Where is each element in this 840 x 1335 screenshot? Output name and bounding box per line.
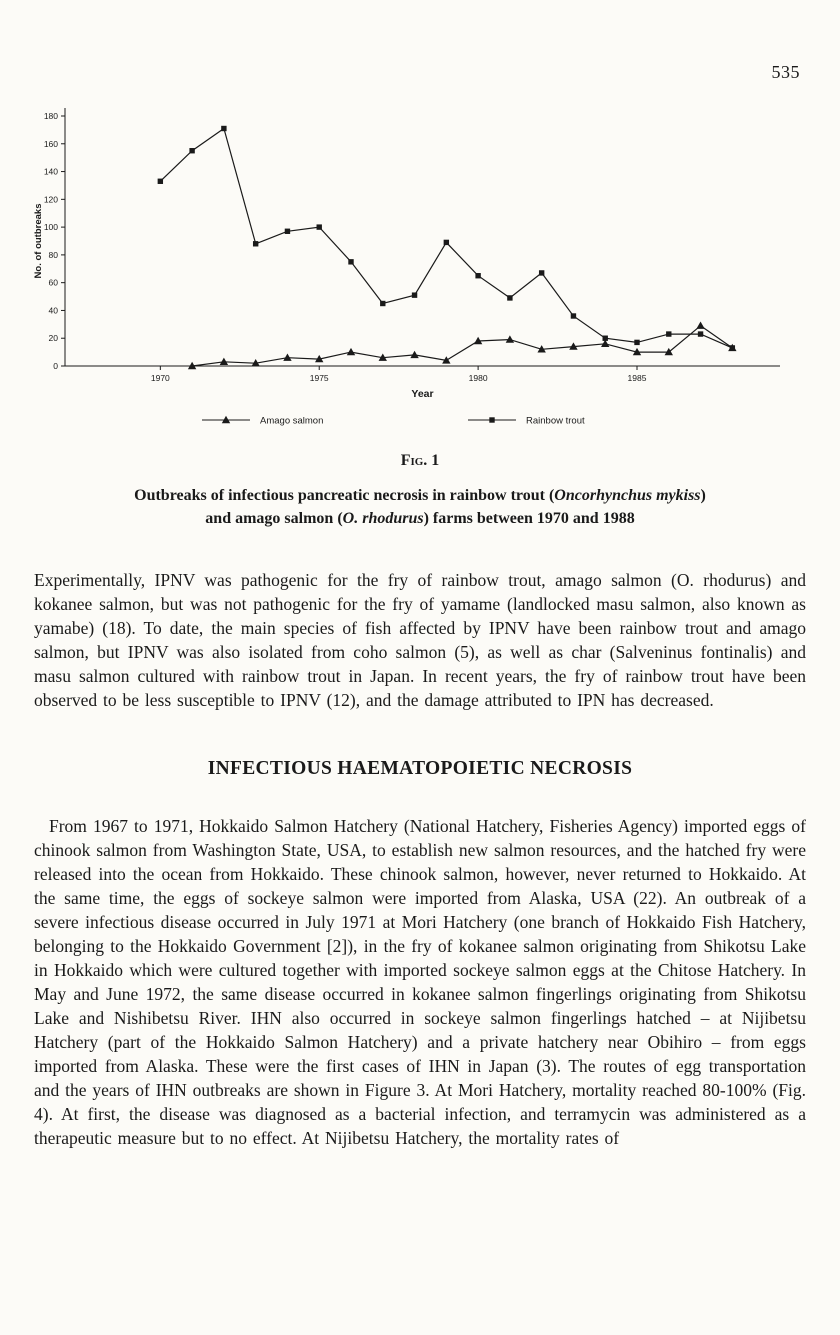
figure-label: Fig. 1 [400,452,440,469]
y-tick-label: 20 [48,333,58,344]
y-tick-label: 60 [48,277,58,288]
x-tick-label: 1980 [468,373,488,383]
series-amago-salmon [188,322,737,370]
y-tick-label: 100 [43,222,58,233]
y-tick-label: 160 [43,138,58,149]
text-segment: From 1967 to 1971, Hokkaido Salmon Hatchery (National Hatchery, Fisheries Agency) imported eggs of chinook salmon from Washington State, USA, to establish new salmon resources, and the hatched fry were released into the ocean from Hokkaido. These chinook salmon, however, never returned to Hokkaido. At the same time, the eggs of sockeye salmon were imported from Alaska, USA (22). An outbreak of a severe infectious disease occurred in July 1971 at Mori Hatchery (one branch of Hokkaido Fish Hatchery, belonging to the Hokkaido Government [2]), in the fry of kokanee salmon originating from Shikotsu Lake in Hokkaido which were cultured together with imported sockeye salmon eggs at the Chitose Hatchery. In May and June 1972, the same disease occurred in kokanee salmon fingerlings originating from Shikotsu Lake and Nishibetsu River. IHN also occurred in sockeye salmon fingerlings hatched – at Nijibetsu Hatchery (part of the Hokkaido Salmon Hatchery) and a private hatchery near Obihiro – from eggs imported from Alaska. These were the first cases of IHN in Japan (3). The routes of egg transportation and the years of IHN outbreaks are shown in Figure 3. At Mori Hatchery, mortality reached 80-100% (Fig. 4). At first, the disease was diagnosed as a bacterial infection, and terramycin was administered as a therapeutic measure but to no effect. At Nijibetsu Hatchery, the mortality rates of [34,816,806,1148]
x-axis-label: Year [411,388,434,400]
x-tick-label: 1970 [150,373,170,383]
text-segment: ) farms between 1970 and 1988 [423,510,635,527]
y-tick-label: 80 [48,249,58,260]
y-tick-label: 40 [48,305,58,316]
paragraph-ipnv [34,568,806,712]
text-segment: ) [700,487,706,504]
text-segment: ) and kokanee salmon, but was not pathogenic for the fry of yamame (landlocked masu salmon, also known as yamabe) (18). To date, the main species of fish affected by IPNV have been rainbow trout and amago salmon, but IPNV was also isolated from coho salmon (5), as well as char ( [34,570,806,662]
legend-item-amago-salmon [202,416,323,427]
legend-label: Amago salmon [260,415,324,427]
y-tick-label: 180 [43,111,58,121]
species-name-italic: Salveninus fontinalis [615,642,767,662]
x-tick-label: 1985 [627,373,647,383]
figure-caption-line-2 [60,507,780,530]
paragraph-ihn-history [34,814,806,1150]
text-segment: and amago salmon ( [205,510,343,527]
text-segment: Outbreaks of infectious pancreatic necrosis in rainbow trout ( [134,487,555,504]
section-heading: INFECTIOUS HAEMATOPOIETIC NECROSIS [207,758,633,779]
text-segment: Experimentally, IPNV was pathogenic for the fry of rainbow trout, amago salmon ( [34,570,677,590]
x-tick-label: 1975 [309,373,329,383]
y-tick-label: 120 [43,194,58,205]
figure-caption [60,484,780,530]
y-axis-label: No. of outbreaks [33,203,44,279]
ipn-outbreaks-line-chart [30,94,790,442]
page-number: 535 [771,62,800,82]
figure-1 [0,94,840,530]
figure-caption-line-1 [60,484,780,507]
series-rainbow-trout [158,126,735,351]
y-tick-label: 140 [43,166,58,177]
legend-item-rainbow-trout [468,416,585,427]
figure-caption-block [0,452,840,530]
text-segment: ) and masu salmon cultured with rainbow trout in Japan. In recent years, the fry of rainbow trout have been observed to be less susceptible to IPNV (12), and the damage attributed to IPN has decreased. [34,642,806,710]
species-name-italic: Oncorhynchus mykiss [554,487,701,504]
legend-label: Rainbow trout [526,415,585,427]
species-name-italic: O. rhodurus [676,570,766,590]
species-name-italic: O. rhodurus [342,510,424,527]
y-tick-label: 0 [53,361,58,371]
ipn-outbreaks-chart [30,94,790,442]
